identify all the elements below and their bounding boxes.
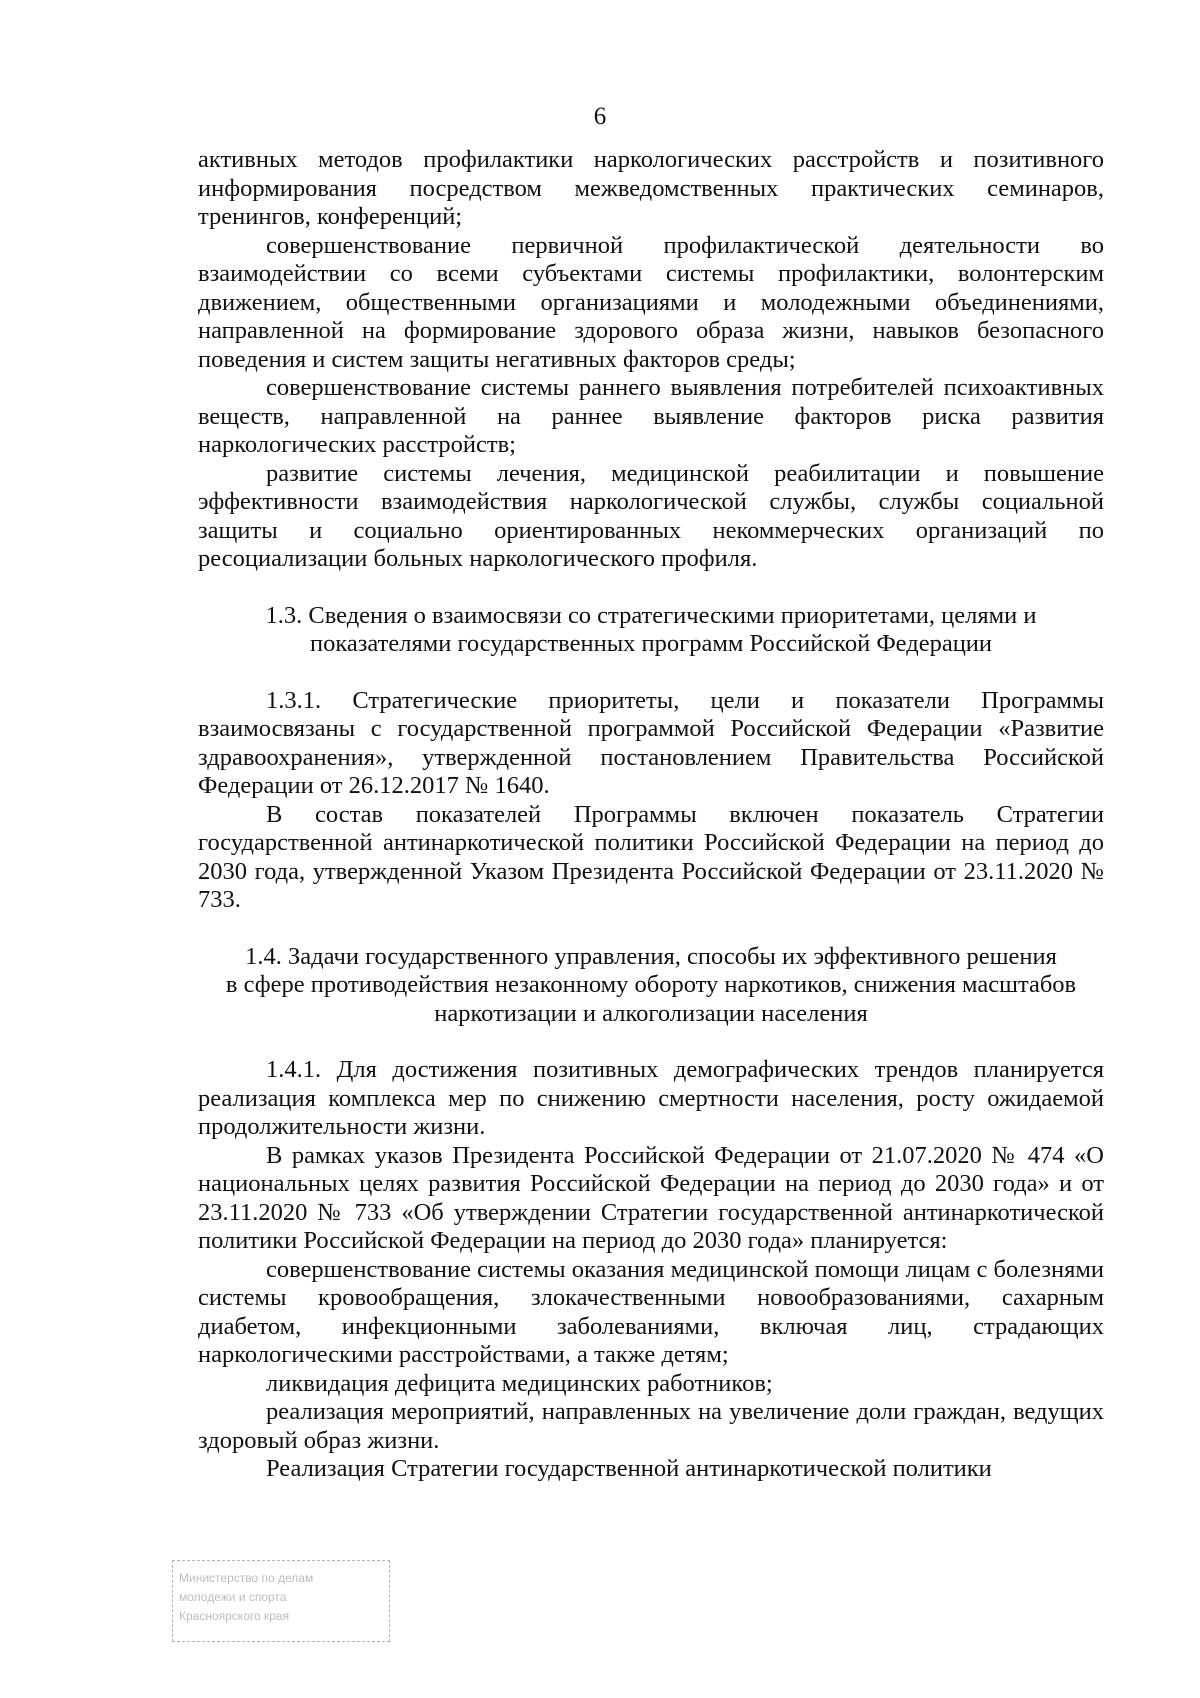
document-body <box>198 146 1104 1484</box>
paragraph: развитие системы лечения, медицинской реабилитации и повышение эффективности взаимодействия наркологической службы, службы социальной защиты и социально ориентированных некоммерческих организаций по ресоциализации больных наркологического профиля. <box>198 459 1104 572</box>
paragraph: совершенствование системы оказания медицинской помощи лицам с болезнями системы кровообращения, злокачественными новообразованиями, сахарным диабетом, инфекционными заболеваниями, включая лиц, страдающих наркологическими расстройствами, а также детям; <box>198 1255 1104 1368</box>
paragraph: 1.3.1. Стратегические приоритеты, цели и показатели Программы взаимосвязаны с государственной программой Российской Федерации «Развитие здравоохранения», утвержденной постановлением Правительства Российской Федерации от 26.12.2017 № 1640. <box>198 686 1104 799</box>
paragraph: Реализация Стратегии государственной антинаркотической политики <box>266 1455 992 1482</box>
section-heading-line: в сфере противодействия незаконному обороту наркотиков, снижения масштабов <box>225 971 1077 998</box>
paragraph: В рамках указов Президента Российской Федерации от 21.07.2020 № 474 «О национальных целях развития Российской Федерации на период до 2030 года» и от 23.11.2020 № 733 «Об утверждении Стратегии государственной антинаркотической политики Российской Федерации на период до 2030 года» планируется: <box>198 1141 1104 1254</box>
paragraph: активных методов профилактики наркологических расстройств и позитивного информирования посредством межведомственных практических семинаров, тренингов, конференций; <box>198 146 1104 230</box>
section-heading-line: наркотизации и алкоголизации населения <box>434 999 868 1027</box>
section-heading-line: 1.3. Сведения о взаимосвязи со стратегическими приоритетами, целями и <box>265 601 1037 629</box>
paragraph: реализация мероприятий, направленных на увеличение доли граждан, ведущих здоровый образ жизни. <box>198 1398 1104 1454</box>
paragraph: совершенствование первичной профилактической деятельности во взаимодействии со всеми субъектами системы профилактики, волонтерским движением, общественными организациями и молодежными объединениями, направленной на формирование здорового образа жизни, навыков безопасного поведения и систем защиты негативных факторов среды; <box>198 231 1104 373</box>
paragraph: В состав показателей Программы включен показатель Стратегии государственной антинаркотической политики Российской Федерации на период до 2030 года, утвержденной Указом Президента Российской Федерации от 23.11.2020 № 733. <box>198 800 1104 913</box>
paragraph: 1.4.1. Для достижения позитивных демографических трендов планируется реализация комплекса мер по снижению смертности населения, росту ожидаемой продолжительности жизни. <box>198 1056 1104 1140</box>
stamp-line: молодежи и спорта <box>179 1590 287 1604</box>
paragraph: совершенствование системы раннего выявления потребителей психоактивных веществ, направленной на раннее выявление факторов риска развития наркологических расстройств; <box>198 374 1104 458</box>
stamp-line: Министерство по делам <box>179 1571 314 1585</box>
section-heading <box>198 943 1104 1029</box>
section-heading-line: 1.4. Задачи государственного управления, способы их эффективного решения <box>245 942 1057 970</box>
page-number: 6 <box>593 103 607 130</box>
section-heading <box>198 602 1104 659</box>
registration-stamp <box>172 1560 390 1642</box>
paragraph: ликвидация дефицита медицинских работников; <box>266 1369 773 1397</box>
stamp-line: Красноярского края <box>179 1609 290 1623</box>
section-heading-line: показателями государственных программ Российской Федерации <box>309 630 993 657</box>
